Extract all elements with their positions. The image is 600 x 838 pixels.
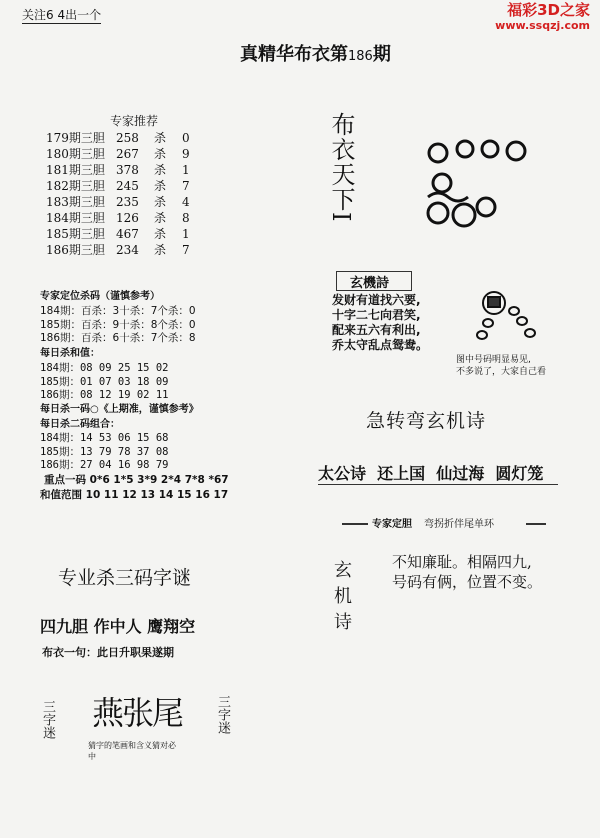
dan-cell-kill: 0	[182, 131, 190, 145]
caption-line-2: 不多说了，大家自己看	[456, 367, 547, 377]
position-row: 185期：百杀：9十杀：8个杀：0	[40, 318, 196, 331]
dan-cell-kill: 8	[182, 211, 190, 225]
dan-cell-kill: 9	[182, 147, 190, 161]
chain-ring-graphic	[470, 285, 550, 355]
dan-cell-kill-label: 杀	[154, 179, 167, 193]
dan-cell-issue: 183期三胆	[46, 195, 105, 209]
poem-line: 乔太守乱点鸳鸯。	[332, 338, 429, 352]
kill-two-row: 186期：27 04 16 98 79	[40, 459, 169, 471]
sum-rows	[40, 362, 168, 403]
kill-one-title: 每日杀一码○《上期准，谨慎参考》	[40, 404, 199, 415]
dan-section-title: 专家推荐	[110, 114, 159, 128]
dan-cell-issue: 186期三胆	[46, 243, 105, 257]
dan-cell-nums: 126	[116, 211, 139, 225]
riddle-note: 猜字的笔画和含义猜对必中	[88, 741, 176, 761]
dan-cell-kill-label: 杀	[154, 195, 167, 209]
dan-cell-kill: 7	[182, 243, 190, 257]
xuanji-caption	[456, 354, 546, 378]
dan-cell-nums: 234	[116, 243, 139, 257]
brand-name: 福彩3D之家	[507, 1, 590, 19]
dan-row	[46, 130, 190, 146]
dan-cell-kill-label: 杀	[154, 211, 167, 225]
dan-cell-kill: 7	[182, 179, 190, 193]
dan-cell-kill: 1	[182, 163, 190, 177]
dan-row	[46, 162, 190, 178]
dan-cell-kill-label: 杀	[154, 147, 167, 161]
expert-dan-sub: 弯拐折伴尾单环	[424, 519, 494, 530]
sum-range-line: 和值范围 10 11 12 13 14 15 16 17	[40, 489, 229, 501]
kill-two-row: 184期：14 53 06 15 68	[40, 432, 169, 444]
caption-line-1: 图中号码明显易见,	[456, 355, 531, 365]
riddle-line-2: 布衣一句：此日升职果遂期	[42, 646, 174, 659]
dan-cell-issue: 179期三胆	[46, 131, 105, 145]
key-number-line: 重点一码 0*6 1*5 3*9 2*4 7*8 *67	[44, 474, 229, 486]
dan-cell-issue: 184期三胆	[46, 211, 105, 225]
dan-cell-kill-label: 杀	[154, 131, 167, 145]
dan-cell-nums: 378	[116, 163, 139, 177]
poem-line: 发财有道找六要,	[332, 293, 421, 307]
title-issue: 186	[348, 49, 373, 64]
dan-cell-kill-label: 杀	[154, 163, 167, 177]
dan-cell-nums: 245	[116, 179, 139, 193]
dan-cell-issue: 181期三胆	[46, 163, 105, 177]
dan-row	[46, 146, 190, 162]
position-section-title: 专家定位杀码（谨慎参考）	[40, 291, 160, 302]
dan-cell-nums: 467	[116, 227, 139, 241]
riddle-side-right: 三字迷	[215, 695, 230, 734]
riddle-center: 燕张尾	[92, 694, 183, 732]
xuanji2-text	[392, 552, 542, 592]
dan-cell-kill: 4	[182, 195, 190, 209]
dan-cell-kill-label: 杀	[154, 227, 167, 241]
dan-table	[46, 130, 190, 258]
kill-two-title: 每日杀二码组合：	[40, 419, 120, 430]
xuanji-poem-lines	[332, 293, 428, 353]
sum-row: 186期：08 12 19 02 11	[40, 389, 169, 401]
position-rows	[40, 305, 196, 346]
riddle-line-1: 四九胆 作中人 鹰翔空	[40, 617, 196, 636]
xuanji2-vertical: 玄机诗	[331, 560, 352, 638]
poem-line: 十字二七向君笑,	[332, 308, 421, 322]
jizhuan-underline	[318, 484, 558, 485]
dan-cell-kill: 1	[182, 227, 190, 241]
brand-url: www.ssqzj.com	[495, 19, 590, 32]
dan-cell-issue: 185期三胆	[46, 227, 105, 241]
poem-line: 配来五六有利出,	[332, 323, 421, 337]
dan-cell-issue: 180期三胆	[46, 147, 105, 161]
kill-two-row: 185期：13 79 78 37 08	[40, 445, 169, 458]
jizhuan-phrases: 太公诗 还上国 仙过海 圆灯笼	[318, 464, 544, 483]
brand-logo[interactable]	[495, 2, 590, 32]
dash-left	[342, 523, 368, 525]
dan-row	[46, 226, 190, 242]
page-title	[240, 40, 391, 66]
jizhuan-title: 急转弯玄机诗	[366, 410, 487, 432]
dan-row	[46, 210, 190, 226]
title-suffix: 期	[372, 44, 391, 65]
top-note: 关注6 4出一个	[22, 8, 102, 22]
riddle-title: 专业杀三码字谜	[58, 567, 192, 589]
position-row: 184期：百杀：3十杀：7个杀：0	[40, 305, 196, 317]
position-row: 186期：百杀：6十杀：7个杀：8	[40, 332, 196, 344]
dan-row	[46, 194, 190, 210]
xuanji2-line-2: 号码有俩，位置不变。	[392, 573, 543, 591]
sum-row: 184期：08 09 25 15 02	[40, 362, 169, 374]
sum-row: 185期：01 07 03 18 09	[40, 375, 169, 388]
dan-cell-issue: 182期三胆	[46, 179, 105, 193]
xuanji2-line-1: 不知廉耻。相隔四九,	[392, 553, 532, 571]
dan-row	[46, 242, 190, 258]
buyi-vertical-text: 布衣天下I	[327, 112, 355, 223]
riddle-side-left: 三字迷	[40, 700, 55, 739]
number-doodle-graphic	[420, 135, 540, 245]
dash-right	[526, 523, 546, 525]
expert-dan-label: 专家定胆	[372, 519, 412, 530]
dan-cell-kill-label: 杀	[154, 243, 167, 257]
dan-cell-nums: 267	[116, 147, 139, 161]
dan-cell-nums: 235	[116, 195, 139, 209]
title-text: 真精华布衣第	[240, 44, 348, 65]
xuanji-title: 玄機詩	[350, 276, 390, 291]
dan-cell-nums: 258	[116, 131, 139, 145]
sum-section-title: 每日杀和值：	[40, 348, 100, 359]
kill-two-rows	[40, 432, 168, 473]
dan-row	[46, 178, 190, 194]
